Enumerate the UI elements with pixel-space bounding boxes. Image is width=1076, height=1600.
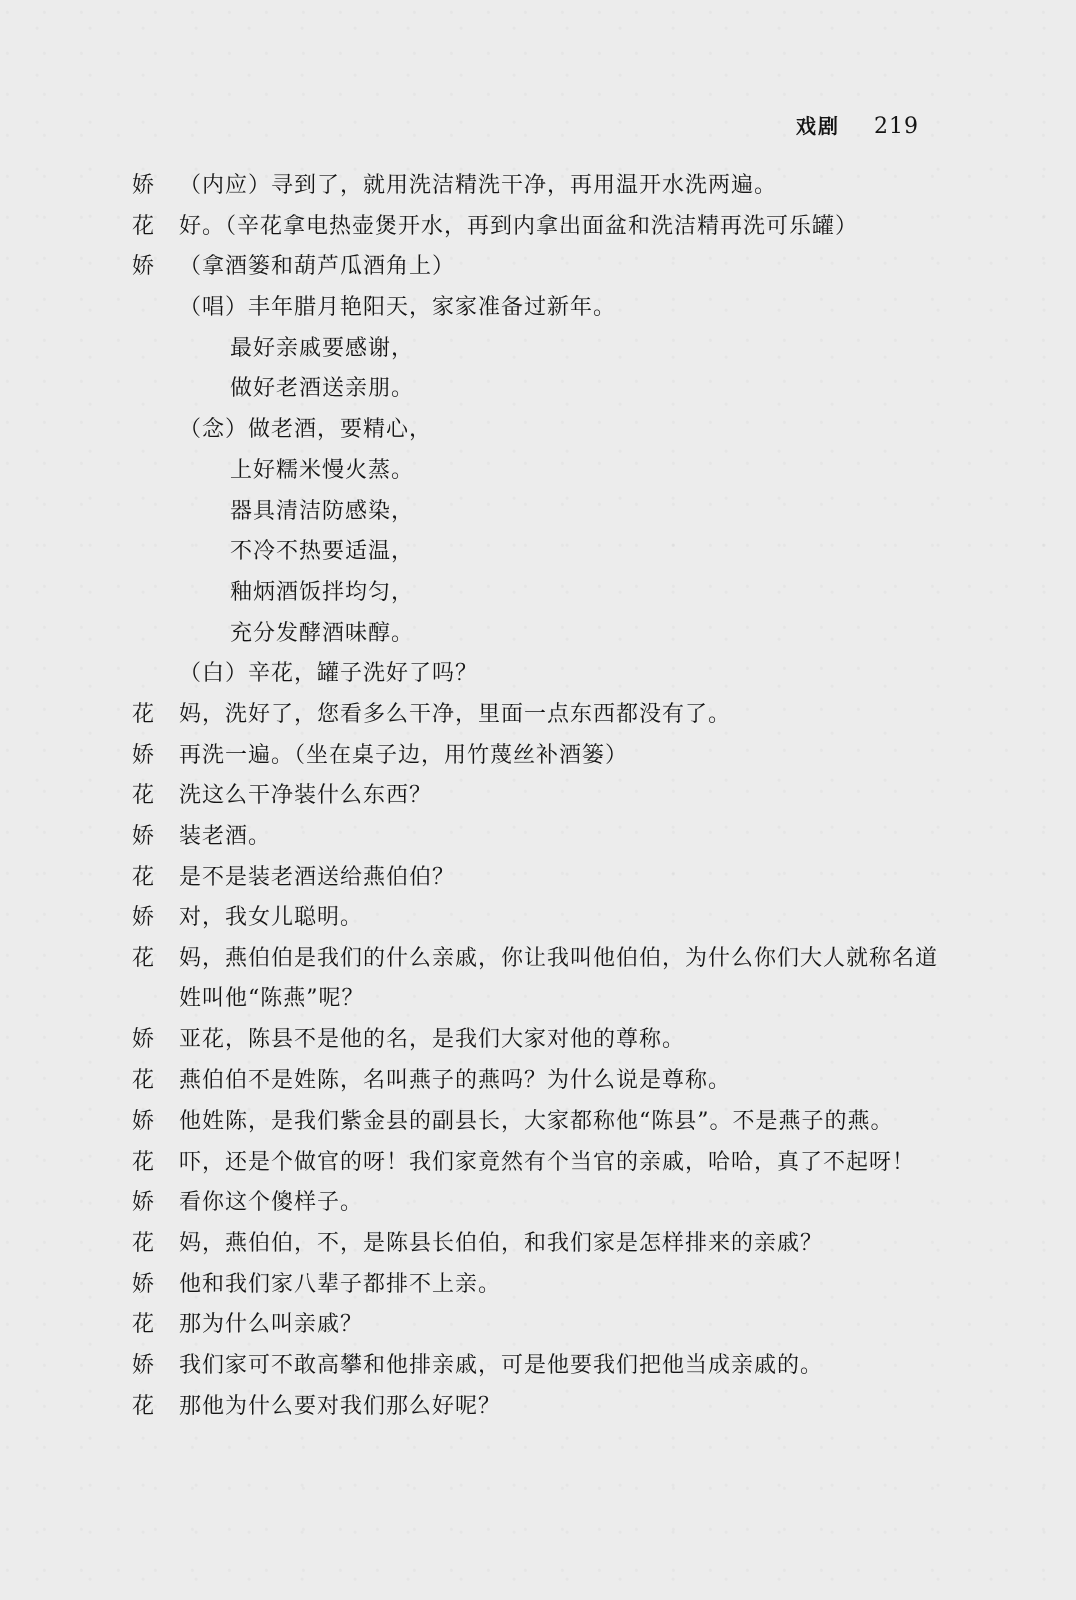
line-text: 燕伯伯不是姓陈，名叫燕子的燕吗？为什么说是尊称。 <box>179 1068 732 1094</box>
dialogue-line <box>132 1020 952 1061</box>
dialogue-line <box>132 898 952 939</box>
verse-line <box>132 573 952 614</box>
line-text: 看你这个傻样子。 <box>179 1190 364 1216</box>
line-text: 充分发酵酒味醇。 <box>230 620 415 646</box>
speaker-label: 花 <box>132 783 156 809</box>
dialogue-line <box>132 1061 952 1102</box>
dialogue-line <box>132 776 952 817</box>
line-text: 做好老酒送亲朋。 <box>230 376 415 402</box>
line-text: 那为什么叫亲戚？ <box>179 1312 364 1338</box>
verse-line <box>132 654 952 695</box>
page-number: 219 <box>874 114 919 139</box>
verse-line <box>132 288 952 329</box>
line-text: 再洗一遍。（坐在桌子边，用竹蔑丝补酒篓） <box>179 742 629 768</box>
dialogue-line <box>132 817 952 858</box>
dialogue-line <box>132 1224 952 1265</box>
line-text: （拿酒篓和葫芦瓜酒角上） <box>179 254 456 280</box>
running-header <box>796 110 919 139</box>
speaker-label: 花 <box>132 701 156 727</box>
line-text: 釉炳酒饭拌均匀， <box>230 579 415 605</box>
speaker-label: 娇 <box>132 1271 156 1297</box>
section-title: 戏剧 <box>796 114 840 138</box>
line-text: 装老酒。 <box>179 824 272 849</box>
dialogue-line <box>132 1102 952 1143</box>
line-text: 是不是装老酒送给燕伯伯？ <box>179 864 456 890</box>
speaker-label: 花 <box>132 213 156 239</box>
line-text: 妈，燕伯伯是我们的什么亲戚，你让我叫他伯伯，为什么你们大人就称名道姓叫他“陈燕”呢？ <box>179 946 939 1012</box>
line-text: 吓，还是个做官的呀！我们家竟然有个当官的亲戚，哈哈，真了不起呀！ <box>179 1149 916 1175</box>
dialogue-line <box>132 1346 952 1387</box>
dialogue-line <box>132 1305 952 1346</box>
line-text: （念）做老酒，要精心， <box>179 417 433 443</box>
speaker-label: 花 <box>132 946 156 972</box>
verse-line <box>132 369 952 410</box>
line-text: 器具清洁防感染， <box>230 498 415 524</box>
dialogue-line <box>132 939 952 1020</box>
speaker-label: 花 <box>132 1149 156 1175</box>
line-text: 好。（辛花拿电热壶煲开水，再到内拿出面盆和洗洁精再洗可乐罐） <box>179 213 859 239</box>
dialogue-line <box>132 1387 952 1428</box>
line-text: （内应）寻到了，就用洗洁精洗干净，再用温开水洗两遍。 <box>179 173 778 198</box>
speaker-label: 娇 <box>132 1352 156 1378</box>
line-text: 对，我女儿聪明。 <box>179 905 364 931</box>
line-text: 我们家可不敢高攀和他排亲戚，可是他要我们把他当成亲戚的。 <box>179 1352 824 1378</box>
line-text: 洗这么干净装什么东西？ <box>179 783 433 809</box>
speaker-label: 花 <box>132 864 156 890</box>
play-script <box>132 166 952 1427</box>
speaker-label: 花 <box>132 1393 156 1419</box>
line-text: （白）辛花，罐子洗好了吗？ <box>179 661 479 687</box>
speaker-label: 花 <box>132 1068 156 1094</box>
dialogue-line <box>132 736 952 777</box>
line-text: 妈，燕伯伯，不，是陈县长伯伯，和我们家是怎样排来的亲戚？ <box>179 1230 824 1256</box>
verse-line <box>132 329 952 370</box>
line-text: 那他为什么要对我们那么好呢？ <box>179 1393 502 1419</box>
line-text: 不冷不热要适温， <box>230 539 415 565</box>
dialogue-line <box>132 695 952 736</box>
speaker-label: 娇 <box>132 905 156 931</box>
line-text: 亚花，陈县不是他的名，是我们大家对他的尊称。 <box>179 1027 686 1053</box>
speaker-label: 娇 <box>132 742 156 768</box>
dialogue-line <box>132 207 952 248</box>
verse-line <box>132 532 952 573</box>
verse-line <box>132 410 952 451</box>
dialogue-line <box>132 1143 952 1184</box>
dialogue-line <box>132 247 952 288</box>
line-text: （唱）丰年腊月艳阳天，家家准备过新年。 <box>179 295 617 321</box>
line-text: 上好糯米慢火蒸。 <box>230 457 415 483</box>
speaker-label: 娇 <box>132 1190 156 1216</box>
line-text: 他姓陈，是我们紫金县的副县长，大家都称他“陈县”。不是燕子的燕。 <box>179 1108 894 1134</box>
dialogue-line <box>132 1265 952 1306</box>
verse-line <box>132 492 952 533</box>
verse-line <box>132 451 952 492</box>
speaker-label: 娇 <box>132 173 156 198</box>
speaker-label: 娇 <box>132 1108 156 1134</box>
dialogue-line <box>132 1183 952 1224</box>
verse-line <box>132 614 952 655</box>
line-text: 他和我们家八辈子都排不上亲。 <box>179 1271 502 1297</box>
speaker-label: 娇 <box>132 824 156 849</box>
speaker-label: 娇 <box>132 254 156 280</box>
line-text: 妈，洗好了，您看多么干净，里面一点东西都没有了。 <box>179 701 732 727</box>
dialogue-line <box>132 858 952 899</box>
dialogue-line <box>132 166 952 207</box>
speaker-label: 花 <box>132 1312 156 1338</box>
speaker-label: 娇 <box>132 1027 156 1053</box>
line-text: 最好亲戚要感谢， <box>230 335 415 361</box>
speaker-label: 花 <box>132 1230 156 1256</box>
